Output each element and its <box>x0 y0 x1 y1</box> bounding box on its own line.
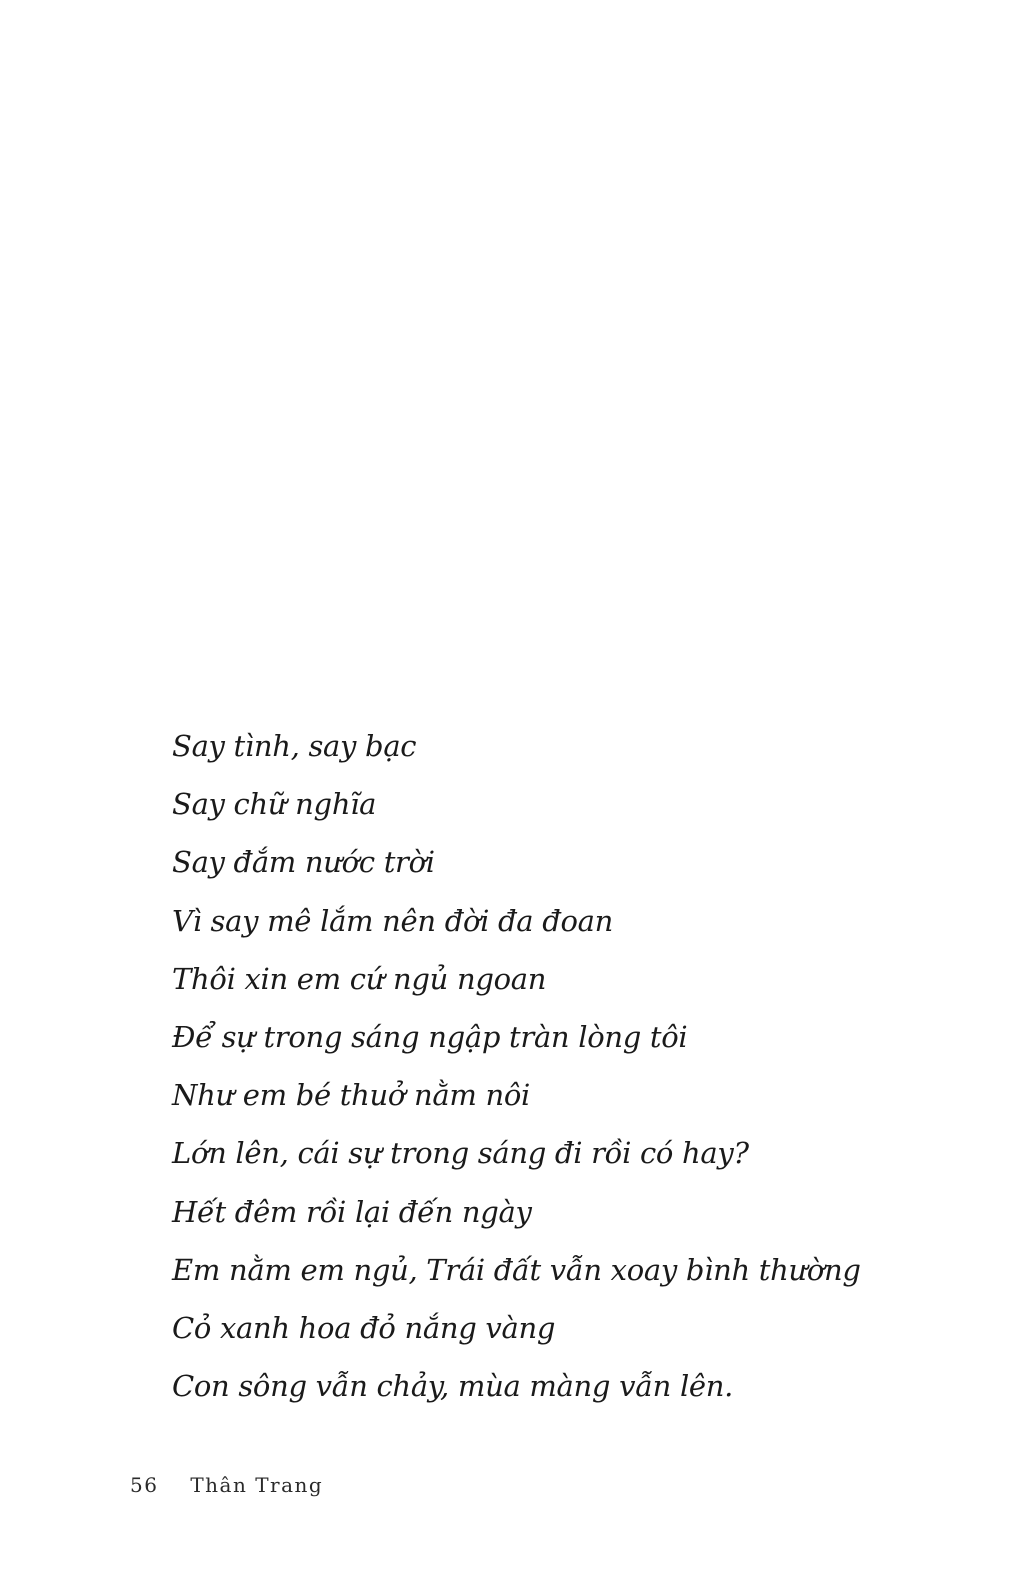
poem-line-2: Say chữ nghĩa <box>172 787 377 822</box>
author-name: Thân Trang <box>190 1473 324 1497</box>
page-number: 56 <box>130 1473 159 1497</box>
poem-line-11: Cỏ xanh hoa đỏ nắng vàng <box>172 1310 556 1345</box>
poem-line-6: Để sự trong sáng ngập tràn lòng tôi <box>172 1019 688 1054</box>
poem <box>172 720 972 1418</box>
poem-line-9: Hết đêm rồi lại đến ngày <box>172 1194 532 1229</box>
poem-line-12: Con sông vẫn chảy, mùa màng vẫn lên. <box>172 1369 734 1404</box>
page-footer <box>130 1470 323 1500</box>
poem-line-10: Em nằm em ngủ, Trái đất vẫn xoay bình thường <box>172 1252 861 1287</box>
poem-line-7: Như em bé thuở nằm nôi <box>172 1078 530 1113</box>
poem-line-3: Say đắm nước trời <box>172 845 435 880</box>
poem-line-4: Vì say mê lắm nên đời đa đoan <box>172 903 613 938</box>
poem-line-5: Thôi xin em cứ ngủ ngoan <box>172 961 547 996</box>
poem-line-8: Lớn lên, cái sự trong sáng đi rồi có hay? <box>172 1136 749 1171</box>
poem-line-1: Say tình, say bạc <box>172 729 417 763</box>
